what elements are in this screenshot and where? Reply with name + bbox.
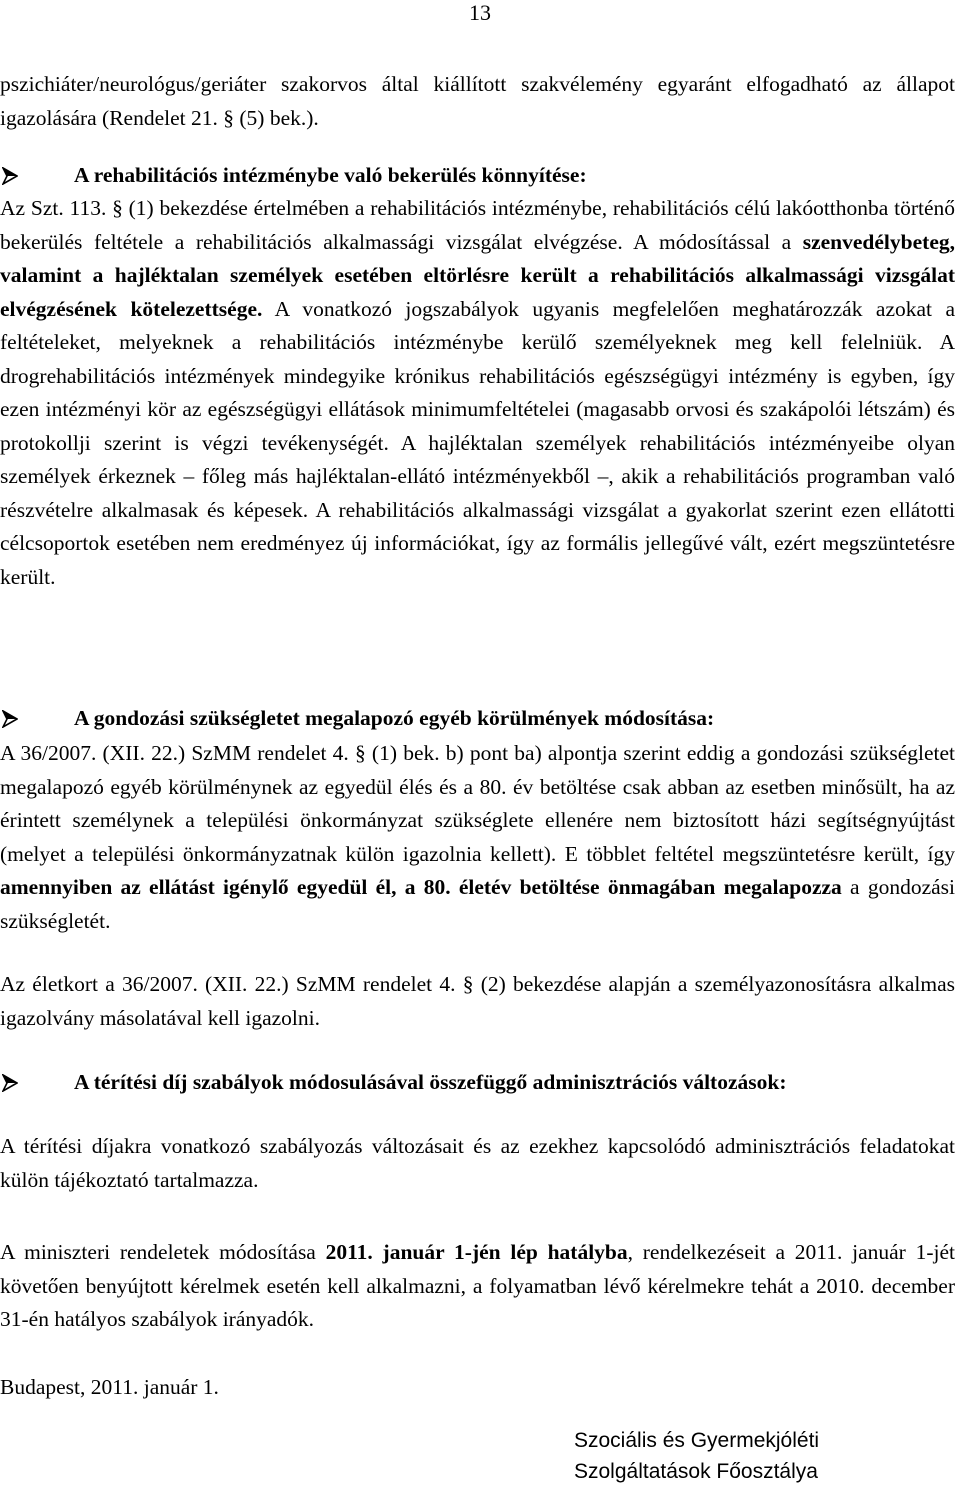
emphasized-text: szenvedélybeteg, valamint a hajléktalan személyek esetében eltörlésre került a rehabilitációs alkalmassági vizsgálat elvégzésének kötelezettsége.: [0, 229, 955, 321]
paragraph-text: A 36/2007. (XII. 22.) SzMM rendelet 4. § (1) bek. b) pont ba) alpontja szerint eddig a gondozási szükségletet megalapozó egyéb körülménynek az egyedül élés és a 80. év betöltése csak abban az esetben minősült, ha az érintett személynek a települési önkormányzat szükséglete ellenére nem biztosított házi segítségnyújtást (melyet a települési önkormányzatnak külön igazolnia kellett). E többlet feltétel megszüntetésre került, így: [0, 741, 955, 866]
paragraph-text: A vonatkozó jogszabályok ugyanis megfelelően meghatározzák azokat a feltételeket, melyeknek a rehabilitációs intézménybe kerülő személyeknek meg kell felelniük. A drogrehabilitációs intézmények mindegyike krónikus rehabilitációs egészségügyi intézmény is egyben, így ezen intézményi kör az egészségügyi ellátások minimumfeltételei (magasabb orvosi és szakápolói létszám) és protokollji szerint is végzi tevékenységét. A hajléktalan személyek rehabilitációs intézményeibe olyan személyek érkeznek – főleg más hajléktalan-ellátó intézményekből –, akik a rehabilitációs programban való részvételre alkalmasak és képesek. A rehabilitációs alkalmassági vizsgálat a gyakorlat szerint ezen ellátotti célcsoportok esetében nem eredményez új információkat, így az formális jellegűvé vált, ezért megszüntetésre került.: [0, 296, 956, 589]
paragraph-text: Az Szt. 113. § (1) bekezdése értelmében a rehabilitációs intézménybe, rehabilitációs célú lakóotthonba történő bekerülés feltétele a rehabilitációs alkalmassági vizsgálat elvégzése. A módosítással a: [0, 196, 955, 254]
care-needs-paragraph: [0, 737, 955, 938]
arrowhead-icon: [2, 1074, 18, 1092]
section-heading-rehabilitation: [0, 159, 955, 193]
effective-date-paragraph: [0, 1236, 955, 1337]
page-number: 13: [469, 0, 491, 25]
fees-paragraph: A térítési díjakra vonatkozó szabályozás változásait és az ezekhez kapcsolódó adminisztrációs feladatokat külön tájékoztató tartalmazza.: [0, 1134, 955, 1192]
arrowhead-icon: [2, 710, 18, 728]
paragraph-text: a gondozási szükségletét.: [0, 875, 956, 933]
paragraph-text: , rendelkezéseit a 2011. január 1-jét követően benyújtott kérelmek esetén kell alkalmazni, a folyamatban lévő kérelmekre tehát a 2010. december 31-én hatályos szabályok irányadók.: [0, 1240, 955, 1331]
section-heading-text: A rehabilitációs intézménybe való bekerülés könnyítése:: [74, 163, 587, 187]
signature-block: [574, 1427, 819, 1486]
place-date: Budapest, 2011. január 1.: [0, 1375, 219, 1399]
signature-line-2: Szolgáltatások Főosztálya: [574, 1460, 818, 1483]
emphasized-text: 2011. január 1-jén lép hatályba: [325, 1240, 628, 1264]
section-heading-care-needs: [0, 702, 955, 736]
intro-paragraph: pszichiáter/neurológus/geriáter szakorvos által kiállított szakvélemény egyaránt elfogadható az állapot igazolására (Rendelet 21. § (5) bek.).: [0, 72, 955, 130]
section-heading-fees: [0, 1066, 955, 1100]
section-heading-text: A gondozási szükségletet megalapozó egyéb körülmények módosítása:: [74, 706, 715, 730]
signature-line-1: Szociális és Gyermekjóléti: [574, 1429, 820, 1452]
section-heading-text: A térítési díj szabályok módosulásával összefüggő adminisztrációs változások:: [74, 1070, 787, 1094]
arrowhead-icon: [2, 167, 18, 185]
paragraph-text: A miniszteri rendeletek módosítása: [0, 1240, 326, 1264]
emphasized-text: amennyiben az ellátást igénylő egyedül él, a 80. életév betöltése önmagában megalapozza: [0, 875, 842, 899]
age-proof-paragraph: Az életkort a 36/2007. (XII. 22.) SzMM rendelet 4. § (2) bekezdése alapján a személyazonosításra alkalmas igazolvány másolatával kell igazolni.: [0, 972, 955, 1030]
rehabilitation-paragraph: [0, 192, 955, 594]
